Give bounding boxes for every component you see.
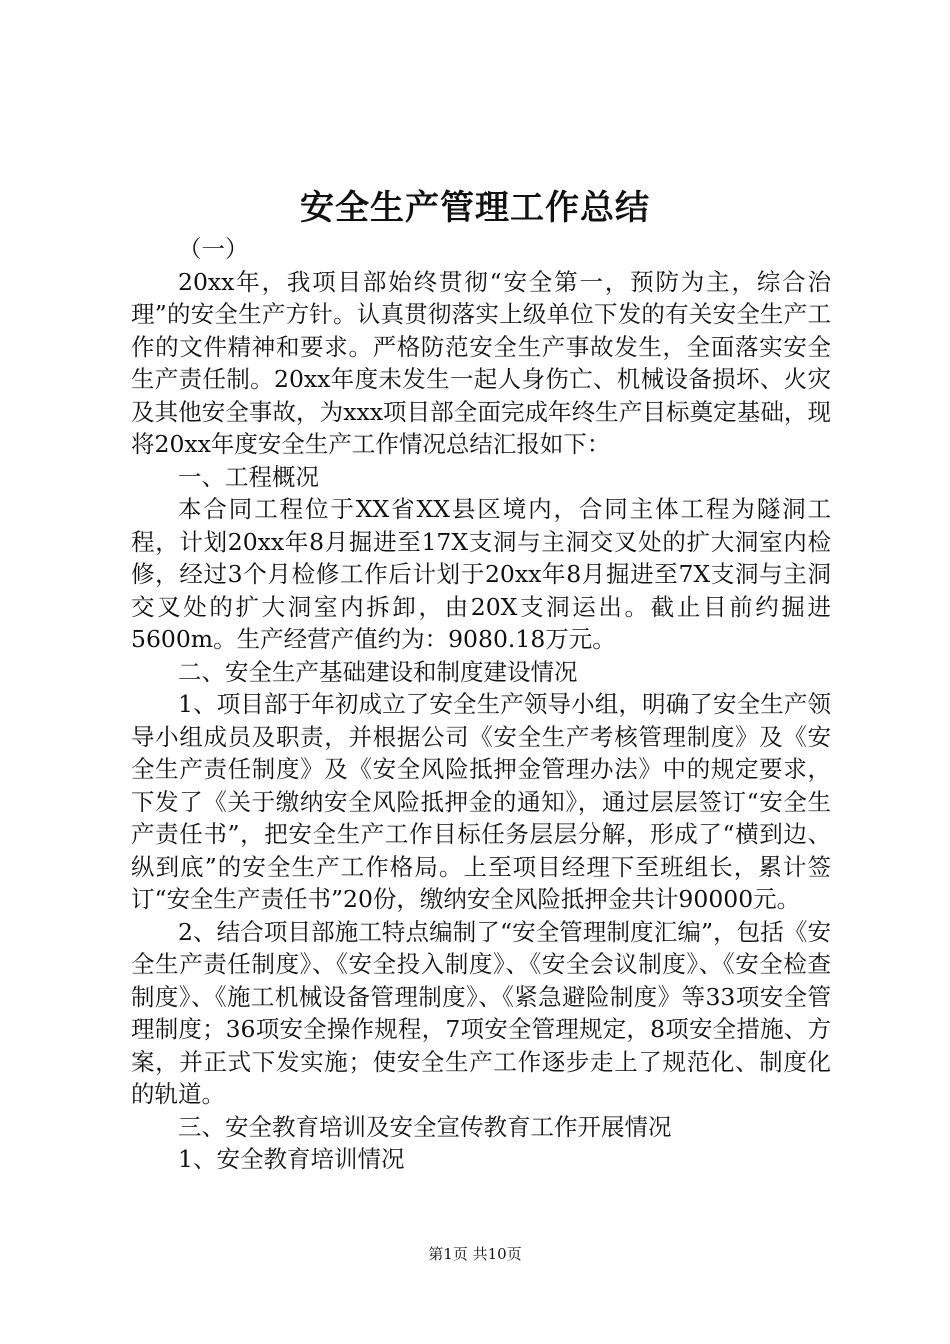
paragraph-safety-leadership: 1、项目部于年初成立了安全生产领导小组，明确了安全生产领导小组成员及职责，并根据公司《安全生产考核管理制度》及《安全生产责任制度》及《安全风险抵押金管理办法》中的规定要求，下发了《关于缴纳安全风险抵押金的通知》，通过层层签订“安全生产责任书”，把安全生产工作目标任务层层分解，形成了“横到边、纵到底”的安全生产工作格局。上至项目经理下至班组长，累计签订“安全生产责任书”20份，缴纳安全风险抵押金共计90000元。 [131, 690, 831, 913]
document-body [131, 233, 831, 1176]
heading-safety-foundation: 二、安全生产基础建设和制度建设情况 [178, 657, 578, 686]
subheading-safety-training: 1、安全教育培训情况 [178, 1145, 405, 1173]
paragraph-intro: 20xx年，我项目部始终贯彻“安全第一，预防为主，综合治理”的安全生产方针。认真贯彻落实上级单位下发的有关安全生产工作的文件精神和要求。严格防范安全生产事故发生，全面落实安全生产责任制。20xx年度未发生一起人身伤亡、机械设备损坏、火灾及其他安全事故，为xxx项目部全面完成年终生产目标奠定基础，现将20xx年度安全生产工作情况总结汇报如下： [131, 267, 831, 458]
paragraph-section-marker: （一） [178, 235, 249, 263]
document-title: 安全生产管理工作总结 [300, 188, 650, 228]
paragraph-safety-rules: 2、结合项目部施工特点编制了“安全管理制度汇编”，包括《安全生产责任制度》、《安全投入制度》、《安全会议制度》、《安全检查制度》、《施工机械设备管理制度》、《紧急避险制度》等33项安全管理制度；36项安全操作规程，7项安全管理规定，8项安全措施、方案，并正式下发实施；使安全生产工作逐步走上了规范化、制度化的轨道。 [131, 917, 831, 1108]
heading-project-overview: 一、工程概况 [178, 462, 319, 491]
heading-safety-education: 三、安全教育培训及安全宣传教育工作开展情况 [178, 1112, 672, 1141]
paragraph-project-overview: 本合同工程位于XX省XX县区境内，合同主体工程为隧洞工程，计划20xx年8月掘进至17X支洞与主洞交叉处的扩大洞室内检修，经过3个月检修工作后计划于20xx年8月掘进至7X支洞与主洞交叉处的扩大洞室内拆卸，由20X支洞运出。截止目前约掘进5600m。生产经营产值约为：9080.18万元。 [131, 495, 831, 653]
page-footer: 第1页 共10页 [428, 1245, 522, 1263]
